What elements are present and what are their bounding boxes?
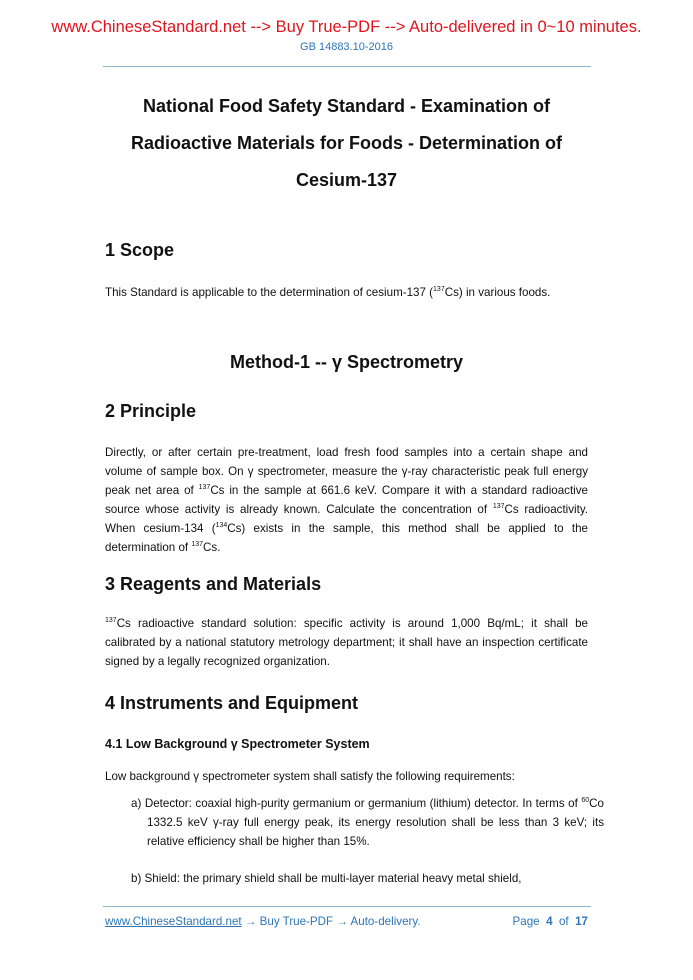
- scope-paragraph: [105, 283, 588, 302]
- footer-link[interactable]: www.ChineseStandard.net: [105, 915, 242, 928]
- spectrometer-subheading: 4.1 Low Background γ Spectrometer System: [105, 737, 370, 751]
- text-run: b) Shield: the primary shield shall be multi-layer material heavy metal shield,: [131, 872, 522, 885]
- spectrometer-paragraph: [105, 767, 588, 786]
- title-line: Radioactive Materials for Foods - Determination of: [130, 133, 563, 153]
- text-run: Low background γ spectrometer system shall satisfy the following requirements:: [105, 770, 515, 783]
- text-run: Cs) exists in the sample, this method shall be applied to the determination of: [105, 522, 588, 554]
- reagents-heading: 3 Reagents and Materials: [105, 574, 322, 594]
- text-run: Cs.: [203, 541, 221, 554]
- of-label: of: [558, 915, 569, 928]
- instruments-heading: 4 Instruments and Equipment: [105, 693, 359, 713]
- list-item-shield: [131, 869, 604, 888]
- document-title: [90, 88, 603, 199]
- isotope-superscript: 137: [433, 286, 445, 294]
- text-run: Cs) in various foods.: [444, 286, 551, 299]
- scope-heading: 1 Scope: [105, 240, 175, 260]
- footer-divider: [103, 906, 591, 907]
- isotope-superscript: 134: [215, 522, 228, 530]
- header-divider: [103, 66, 591, 67]
- text-run: Directly, or after certain pre-treatment, load fresh food samples into a certain shape and volume of sample box. On γ spectrometer, measure the γ-ray characteristic peak full energy peak net area of: [105, 446, 588, 497]
- title-line: Cesium-137: [295, 170, 398, 190]
- isotope-superscript: 137: [198, 484, 211, 492]
- footer-promo: [105, 915, 421, 928]
- principle-paragraph: [105, 443, 588, 557]
- reagents-paragraph: [105, 614, 588, 671]
- isotope-superscript: 137: [191, 541, 204, 549]
- text-run: Cs radioactive standard solution: specific activity is around 1,000 Bq/mL; it shall be calibrated by a national statutory metrology department; it shall have an inspection certificate signed by a legally recognized organization.: [105, 617, 588, 668]
- promo-banner-link[interactable]: www.ChineseStandard.net --> Buy True-PDF --> Auto-delivered in 0~10 minutes.: [51, 18, 642, 36]
- isotope-superscript: 137: [492, 503, 505, 511]
- list-item-detector: [131, 794, 604, 851]
- isotope-superscript: 137: [105, 617, 117, 625]
- text-run: Cs in the sample at 661.6 keV. Compare it with a standard radioactive source whose activity is already known. Calculate the concentration of: [105, 484, 589, 516]
- principle-heading: 2 Principle: [105, 401, 197, 421]
- text-run: Cs radioactivity. When cesium-134 (: [105, 503, 588, 535]
- footer: [105, 915, 588, 928]
- method-heading: Method-1 -- γ Spectrometry: [229, 352, 464, 372]
- page-total: 17: [575, 915, 588, 928]
- page-indicator: [513, 915, 588, 928]
- text-run: Co 1332.5 keV γ-ray full energy peak, its energy resolution shall be less than 3 keV; its relative efficiency shall be higher than 15%.: [147, 797, 604, 848]
- page-number: 4: [546, 915, 553, 928]
- text-run: This Standard is applicable to the determination of cesium-137 (: [105, 286, 434, 299]
- isotope-superscript: 60: [581, 797, 590, 805]
- page-label: Page: [512, 915, 540, 928]
- document-number: GB 14883.10-2016: [300, 41, 393, 53]
- title-line: National Food Safety Standard - Examination of: [142, 96, 551, 116]
- text-run: a) Detector: coaxial high-purity germanium or germanium (lithium) detector. In terms of: [131, 797, 582, 810]
- footer-promo-text: → Buy True-PDF → Auto-delivery.: [241, 915, 421, 928]
